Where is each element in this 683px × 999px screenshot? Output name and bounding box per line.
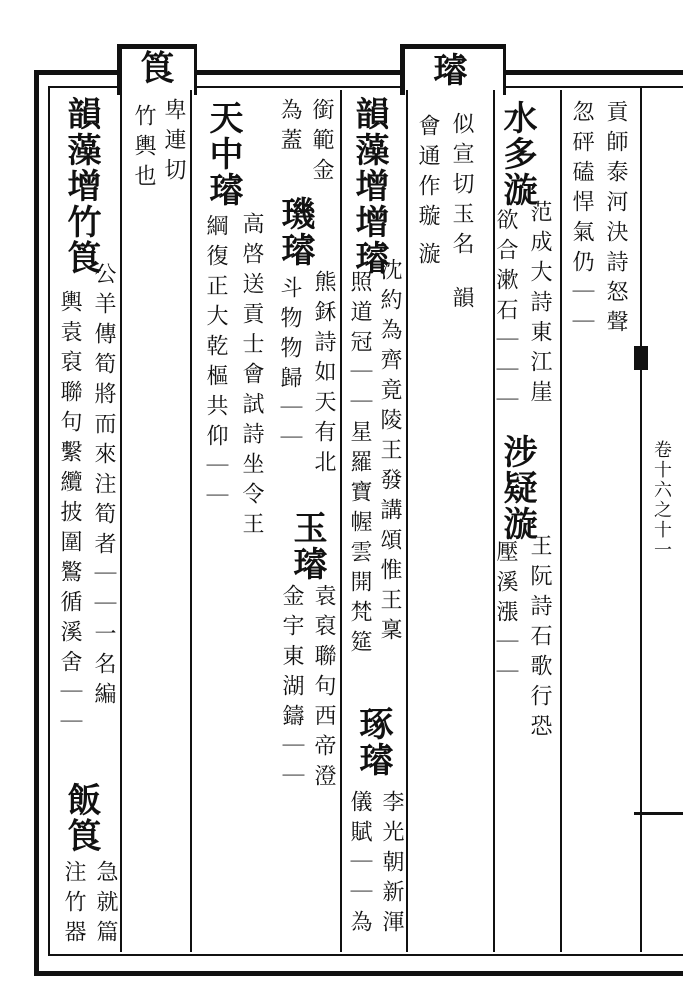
entry-text: 王阮詩石歌行恐 [527, 534, 552, 744]
entry-text: 斗物物歸｜｜ [277, 276, 302, 456]
column-rule [120, 90, 122, 952]
entry-text: 袁裒聯句西帝澄 [311, 584, 336, 794]
entry-heading: 韻藻增竹筤 [61, 96, 101, 276]
entry-heading: 水多漩 [497, 100, 537, 208]
entry-text: 銜範金 [309, 98, 334, 188]
entry-text: 熊鉌詩如天有北 [311, 270, 336, 480]
fishtail-mark [634, 346, 648, 370]
entry-heading: 天中璿 [203, 100, 243, 208]
entry-text: 韻 [449, 286, 474, 316]
entry-heading: 玉璿 [287, 510, 327, 582]
entry-text: 注竹器 [61, 860, 86, 950]
header-left: 筤 [134, 50, 174, 84]
entry-text: 為蓋 [277, 98, 302, 158]
entry-heading: 璣璿 [275, 196, 315, 268]
entry-text: 范成大詩東江崖 [527, 200, 552, 410]
volume-marker: 卷十六之十一 [651, 440, 672, 560]
entry-text: 漩 [415, 242, 440, 272]
margin-divider [634, 812, 683, 815]
entry-text: 急就篇 [93, 860, 118, 950]
entry-text: 公羊傳筍將而來注筍者｜｜一名編 [91, 262, 116, 712]
column-rule [406, 90, 408, 952]
entry-text: 輿袁裒聯句繫纜披圍鸄循溪舍｜｜ [57, 290, 82, 740]
entry-text: 儀賦｜｜為 [347, 790, 372, 940]
margin-rule [640, 86, 642, 952]
entry-heading: 飯筤 [61, 782, 101, 854]
header-mid: 璿 [427, 52, 467, 86]
entry-text: 李光朝新渾 [379, 790, 404, 940]
entry-text: 忽砰磕悍氣仍｜｜ [569, 100, 594, 340]
entry-text: 會通作璇 [415, 114, 440, 234]
entry-text: 沈約為齊竟陵王發講頌惟王稟 [377, 258, 402, 648]
entry-heading: 涉疑漩 [497, 434, 537, 542]
entry-heading: 韻藻增增璿 [349, 96, 389, 276]
entry-text: 似宣切玉名 [449, 112, 474, 262]
column-rule [190, 90, 192, 952]
entry-heading: 琢璿 [353, 706, 393, 778]
entry-text: 金宇東湖鑄｜｜ [279, 584, 304, 794]
entry-text: 照道冠｜｜星羅寶幄雲開梵筵 [347, 270, 372, 660]
entry-text: 綱復正大乾樞共仰｜｜ [203, 214, 228, 514]
entry-text: 貢師泰河決詩怒聲 [603, 100, 628, 340]
entry-text: 欲合漱石｜｜｜ [493, 208, 518, 418]
entry-text: 卑連切 [161, 98, 186, 188]
entry-text: 高啓送貢士會試詩坐令王 [239, 212, 264, 542]
entry-text: 竹輿也 [131, 104, 156, 194]
column-rule [340, 90, 342, 952]
column-rule [560, 90, 562, 952]
entry-text: 壓溪漲｜｜ [493, 540, 518, 690]
